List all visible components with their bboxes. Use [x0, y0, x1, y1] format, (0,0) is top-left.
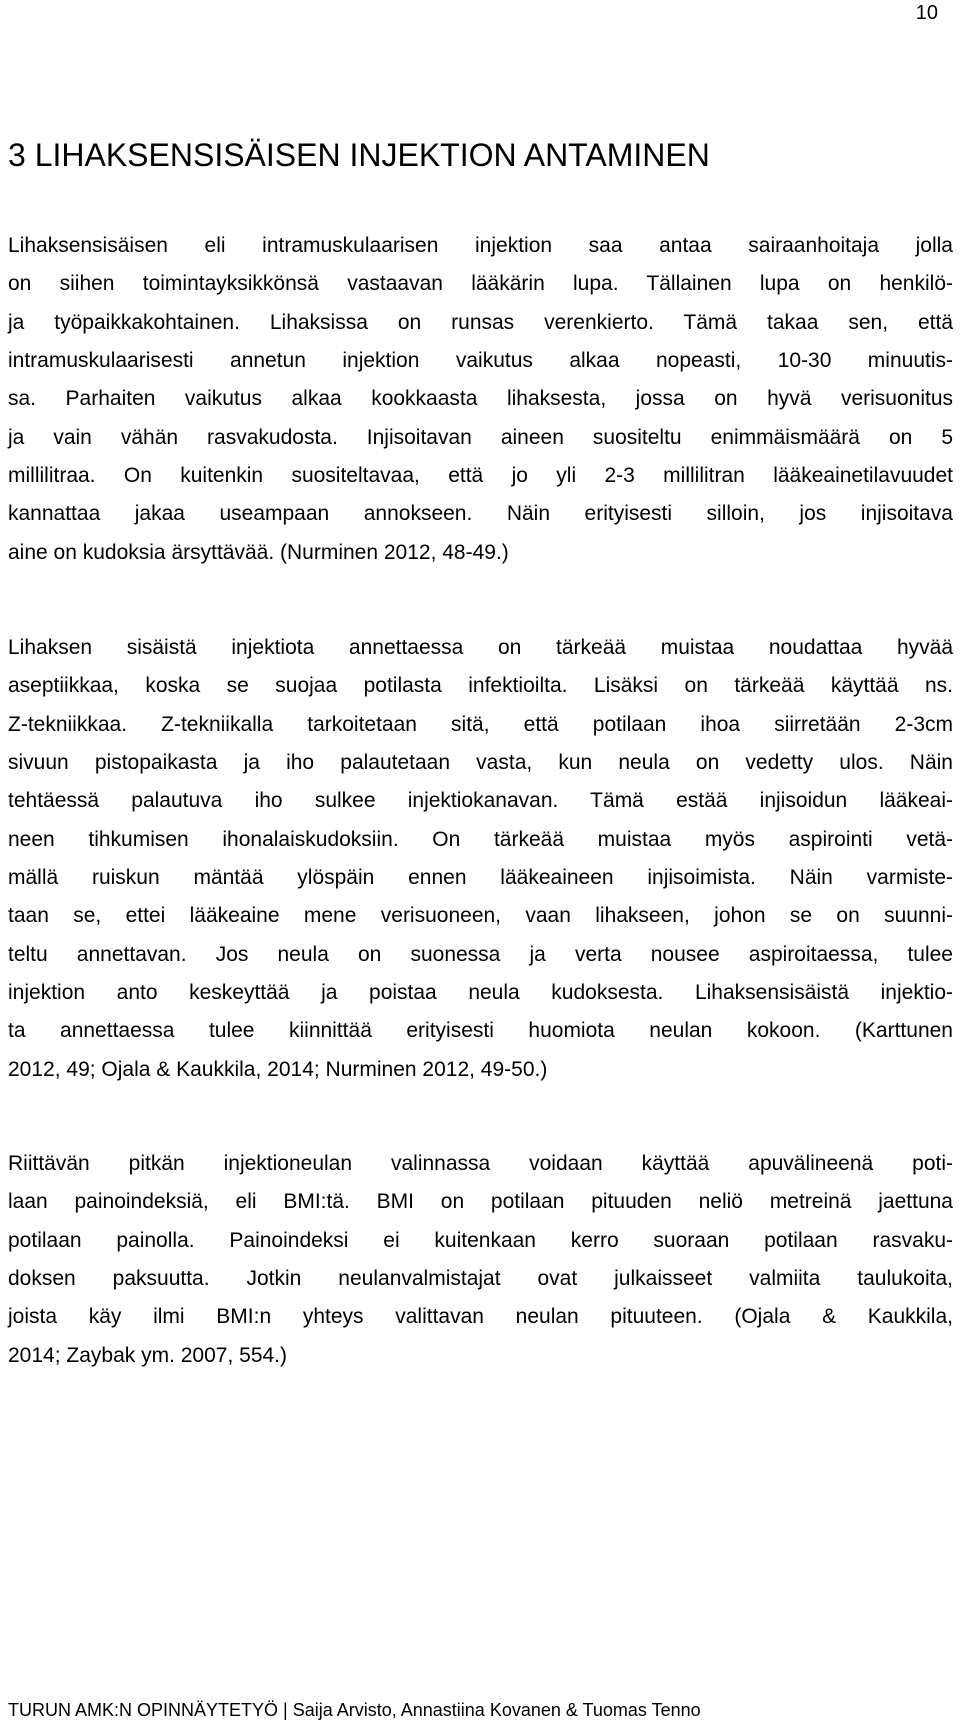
paragraph-line: aine on kudoksia ärsyttävää. (Nurminen 2012, 48-49.) — [8, 540, 509, 564]
paragraph-line: teltu annettavan. Jos neula on suonessa ja verta nousee aspiroitaessa, tulee — [8, 942, 953, 966]
paragraph-line: millilitraa. On kuitenkin suositeltavaa, että jo yli 2-3 millilitran lääkeainetilavuudet — [8, 464, 953, 488]
paragraph-line: laan painoindeksiä, eli BMI:tä. BMI on potilaan pituuden neliö metreinä jaettuna — [8, 1190, 953, 1214]
paragraph-line: aseptiikkaa, koska se suojaa potilasta infektioilta. Lisäksi on tärkeää käyttää ns. — [8, 674, 953, 698]
paragraph-line: Z-tekniikkaa. Z-tekniikalla tarkoitetaan sitä, että potilaan ihoa siirretään 2-3cm — [8, 712, 953, 736]
paragraph-line: Riittävän pitkän injektioneulan valinnassa voidaan käyttää apuvälineenä poti- — [8, 1152, 953, 1175]
paragraph-line: 2012, 49; Ojala & Kaukkila, 2014; Nurminen 2012, 49-50.) — [8, 1057, 548, 1081]
paragraph-line: injektion anto keskeyttää ja poistaa neula kudoksesta. Lihaksensisäistä injektio- — [8, 981, 953, 1005]
paragraph-line: intramuskulaarisesti annetun injektion vaikutus alkaa nopeasti, 10-30 minuutis- — [8, 349, 953, 373]
paragraph-line: on siihen toimintayksikkönsä vastaavan lääkärin lupa. Tällainen lupa on henkilö- — [8, 272, 953, 296]
paragraph-line: ja vain vähän rasvakudosta. Injisoitavan aineen suositeltu enimmäismäärä on 5 — [8, 425, 953, 449]
paragraph-line: neen tihkumisen ihonalaiskudoksiin. On tärkeää muistaa myös aspirointi vetä- — [8, 827, 953, 851]
section-heading: 3 LIHAKSENSISÄISEN INJEKTION ANTAMINEN — [8, 137, 710, 173]
paragraph-line: kannattaa jakaa useampaan annokseen. Näin erityisesti silloin, jos injisoitava — [8, 502, 953, 526]
paragraph-1 — [8, 227, 953, 572]
paragraph-line: ta annettaessa tulee kiinnittää erityisesti huomiota neulan kokoon. (Karttunen — [8, 1019, 953, 1043]
page-footer: TURUN AMK:N OPINNÄYTETYÖ | Saija Arvisto, Annastiina Kovanen & Tuomas Tenno — [8, 1700, 701, 1720]
paragraph-line: taan se, ettei lääkeaine mene verisuoneen, vaan lihakseen, johon se on suunni- — [8, 904, 953, 928]
paragraph-line: sivuun pistopaikasta ja iho palautetaan vasta, kun neula on vedetty ulos. Näin — [8, 751, 953, 775]
paragraph-line: mällä ruiskun mäntää ylöspäin ennen lääkeaineen injisoimista. Näin varmiste- — [8, 866, 953, 890]
paragraph-line: ja työpaikkakohtainen. Lihaksissa on runsas verenkierto. Tämä takaa sen, että — [8, 310, 953, 334]
paragraph-3 — [8, 1145, 953, 1375]
paragraph-line: Lihaksen sisäistä injektiota annettaessa on tärkeää muistaa noudattaa hyvää — [8, 636, 953, 659]
paragraph-line: potilaan painolla. Painoindeksi ei kuitenkaan kerro suoraan potilaan rasvaku- — [8, 1228, 953, 1252]
paragraph-line: tehtäessä palautuva iho sulkee injektiokanavan. Tämä estää injisoidun lääkeai- — [8, 789, 953, 813]
page-number: 10 — [915, 2, 938, 24]
paragraph-line: sa. Parhaiten vaikutus alkaa kookkaasta lihaksesta, jossa on hyvä verisuonitus — [8, 387, 953, 411]
paragraph-2 — [8, 629, 953, 1089]
paragraph-line: joista käy ilmi BMI:n yhteys valittavan neulan pituuteen. (Ojala & Kaukkila, — [8, 1305, 953, 1329]
paragraph-line: doksen paksuutta. Jotkin neulanvalmistajat ovat julkaisseet valmiita taulukoita, — [8, 1267, 953, 1291]
paragraph-line: 2014; Zaybak ym. 2007, 554.) — [8, 1343, 287, 1367]
paragraph-line: Lihaksensisäisen eli intramuskulaarisen injektion saa antaa sairaanhoitaja jolla — [8, 234, 953, 257]
